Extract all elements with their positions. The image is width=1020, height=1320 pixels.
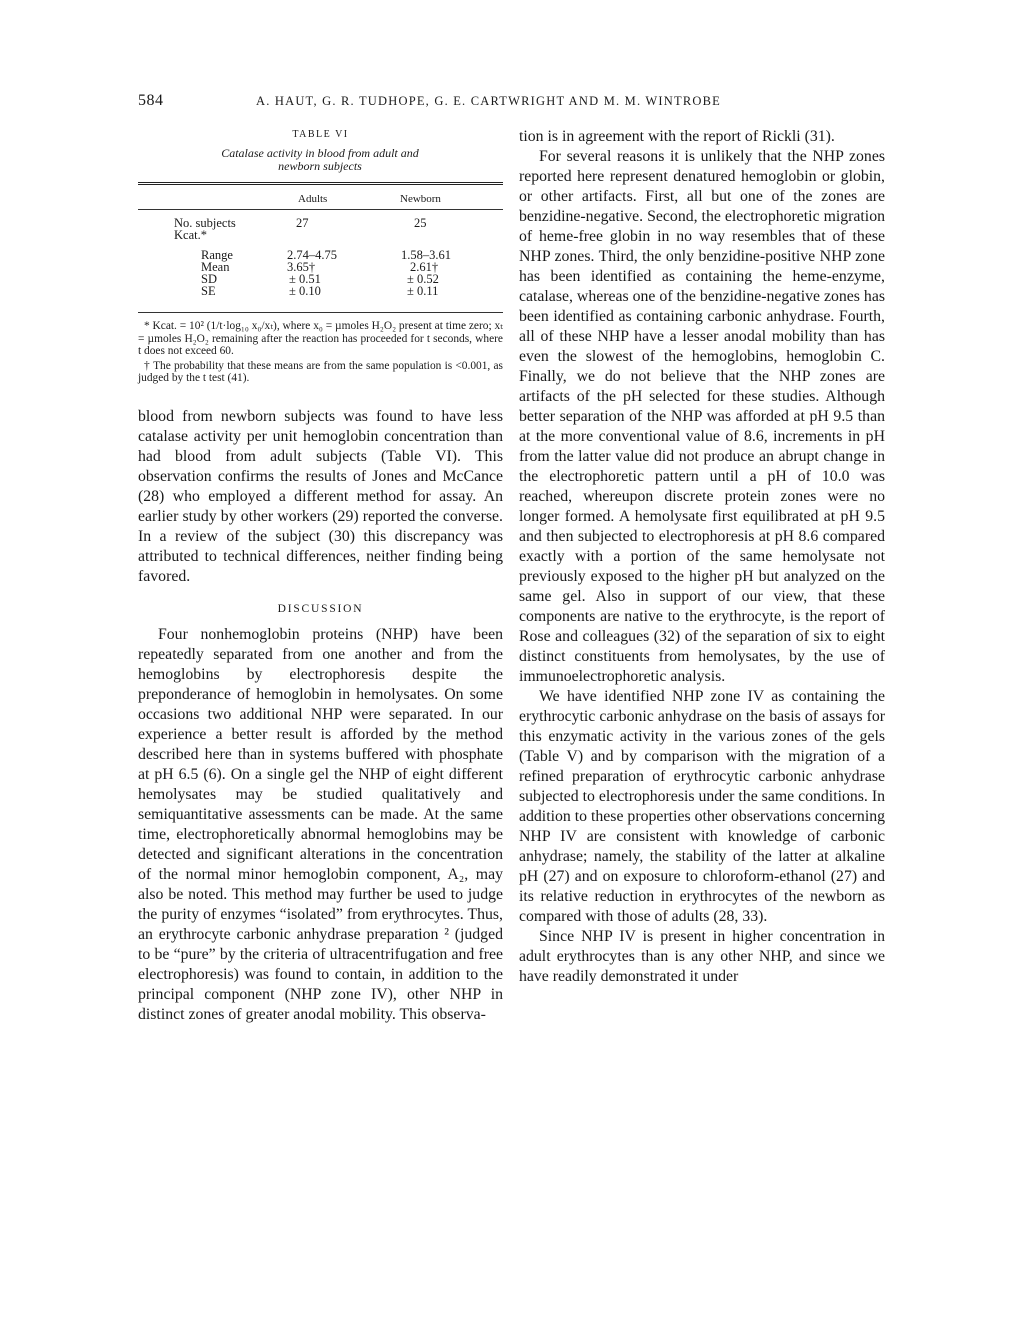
cell-newborn-mean: 2.61†: [410, 260, 439, 274]
row-label-mean: Mean: [201, 260, 230, 274]
table-label: TABLE VI: [292, 129, 349, 140]
section-heading-discussion: DISCUSSION: [277, 602, 364, 615]
table-footnote-kcat: * Kcat. = 10² (1/t·log₁₀ x₀/xₜ), where x₀ = µmoles H₂O₂ present at time zero; xₜ = µmoles H₂O₂ remaining after the reaction has proceeded for t seconds, where t does not exceed 60.: [138, 320, 503, 358]
column-header-newborn: Newborn: [400, 193, 441, 205]
row-label-sd: SD: [201, 272, 217, 286]
paragraph-carbonic-anhydrase: We have identified NHP zone IV as containing the erythrocytic carbonic anhydrase on the basis of assays for this enzymatic activity in the various zones of the gels (Table V) and by comparison with the migration of a refined preparation of erythrocytic carbonic anhydrase subjected to electrophoresis under the same conditions. In addition to these properties other observations concerning NHP IV are consistent with knowledge of carbonic anhydrase; namely, the stability of the latter at alkaline pH (27) and on exposure to chloroform-ethanol (27) and its relative reduction in erythrocytes of the newborn as compared with those of adults (28, 33).: [519, 688, 885, 925]
table-vi: [138, 129, 503, 385]
cell-newborn-se: ± 0.11: [407, 284, 439, 298]
column-header-adults: Adults: [298, 193, 328, 205]
cell-adults-mean: 3.65†: [287, 260, 316, 274]
table-body: [138, 210, 503, 312]
table-caption: Catalase activity in blood from adult and newborn subjects: [221, 146, 419, 173]
cell-adults-se: ± 0.10: [289, 284, 321, 298]
page-header: [138, 92, 908, 114]
table-footnote-probability: † The probability that these means are from the same population is <0.001, as judged by the t test (41).: [138, 359, 503, 385]
row-label-se: SE: [201, 284, 216, 298]
right-column: [519, 128, 885, 987]
cell-newborn-no-subjects: 25: [414, 216, 427, 230]
paragraph-rickli: tion is in agreement with the report of Rickli (31).: [519, 128, 835, 145]
cell-newborn-sd: ± 0.52: [407, 272, 439, 286]
row-label-range: Range: [201, 248, 233, 262]
cell-adults-no-subjects: 27: [296, 216, 309, 230]
cell-adults-range: 2.74–4.75: [287, 248, 337, 262]
left-column: [138, 128, 503, 1025]
table-bottom-rule: [138, 312, 503, 313]
table-header-row: [138, 185, 503, 209]
table-footnotes: [138, 320, 503, 385]
paragraph-nhp-iv: Since NHP IV is present in higher concentration in adult erythrocytes than is any other NHP, and since we have readily demonstrated it under: [519, 928, 885, 985]
paragraph-artifacts: For several reasons it is unlikely that the NHP zones reported here represent denatured hemoglobin or globin, or other artifacts. First, all but one of the zones are benzidine-negative. Second, the electrophoretic migration of heme-free globin in no way resembles that of these NHP zones. Third, the only benzidine-positive NHP zone has been identified as containing the heme-enzyme, catalase, whereas one of the benzidine-negative zones has been identified as containing carbonic anhydrase. Fourth, all of these NHP have a lesser anodal mobility than has even the slowest of the hemoglobins, hemoglobin C. Finally, we do not believe that the NHP zones are artifacts of the pH selected for these studies. Although better separation of the NHP was afforded at pH 9.5 than at the more conventional value of 8.6, increments in pH from the latter value did not produce an abrupt change in the electrophoretic pattern until a pH of 10.0 was reached, whereupon discrete protein zones were no longer formed. A hemolysate first equilibrated at pH 9.5 and then subjected to electrophoresis at pH 8.6 compared exactly with a portion of the same hemolysate not previously exposed to the higher pH but analyzed on the same gel. Also in support of our view, that these components are native to the erythrocyte, is the report of Rose and colleagues (32) of the separation of six to eight distinct constituents from hemolysates, by the use of immunoelectrophoretic analysis.: [519, 148, 885, 685]
row-label-no-subjects: No. subjects: [174, 216, 236, 230]
row-label-kcat: Kcat.*: [174, 228, 207, 242]
running-head: A. HAUT, G. R. TUDHOPE, G. E. CARTWRIGHT AND M. M. WINTROBE: [256, 94, 721, 108]
cell-adults-sd: ± 0.51: [289, 272, 321, 286]
page-number: 584: [138, 92, 164, 109]
cell-newborn-range: 1.58–3.61: [401, 248, 451, 262]
paragraph-catalase: blood from newborn subjects was found to have less catalase activity per unit hemoglobin concentration than had blood from adult subjects (Table VI). This observation confirms the results of Jones and McCance (28) who employed a different method for assay. An earlier study by other workers (29) reported the converse. In a review of the subject (30) this discrepancy was attributed to technical differences, neither finding being favored.: [138, 407, 503, 585]
paragraph-nhp-separation: Four nonhemoglobin proteins (NHP) have been repeatedly separated from one another and from the hemoglobins by electrophoresis despite the preponderance of hemoglobin in hemolysates. On some occasions two additional NHP were separated. In our experience a better result is afforded by the method described here than in systems buffered with phosphate at pH 6.5 (6). On a single gel the NHP of eight different hemolysates may be studied qualitatively and semiquantitative assessments can be made. At the same time, electrophoretically abnormal hemoglobins may be detected and significant alterations in the concentration of the normal minor hemoglobin component, A₂, may also be noted. This method may further be used to judge the purity of enzymes “isolated” from erythrocytes. Thus, an erythrocyte carbonic anhydrase preparation ² (judged to be “pure” by the criteria of ultracentrifugation and free electrophoresis) was found to contain, in addition to the principal component (NHP zone IV), other NHP in distinct zones of greater anodal mobility. This observa-: [138, 625, 503, 1023]
